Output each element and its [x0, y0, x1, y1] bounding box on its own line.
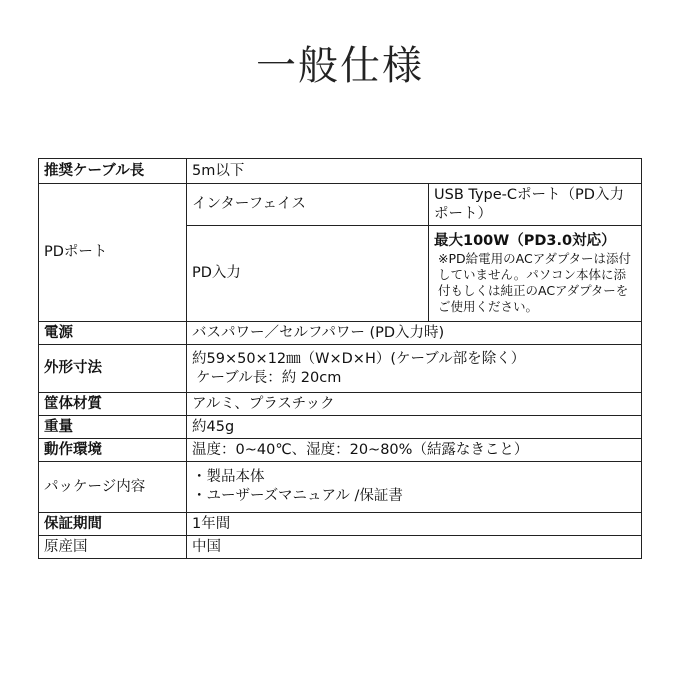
- table-row: [39, 184, 642, 226]
- row-label-cable-length: 推奨ケーブル長: [39, 159, 187, 184]
- row-label-pd-port: PDポート: [39, 184, 187, 322]
- pd-input-value: [429, 226, 642, 322]
- row-value-warranty: 1年間: [187, 513, 642, 536]
- table-row: [39, 416, 642, 439]
- pd-input-max: 最大100W（PD3.0対応）: [434, 233, 616, 249]
- page-title: 一般仕様: [256, 43, 424, 89]
- row-label-material: 筐体材質: [39, 393, 187, 416]
- row-label-power: 電源: [39, 322, 187, 345]
- row-value-environment: 温度：0~40℃、湿度：20~80%（結露なきこと）: [187, 439, 642, 462]
- row-value-cable-length: 5m以下: [187, 159, 642, 184]
- pd-interface-label: インターフェイス: [187, 184, 429, 226]
- table-row: [39, 345, 642, 393]
- dimensions-line: 約59×50×12㎜（W×D×H）(ケーブル部を除く）: [192, 350, 526, 367]
- row-label-weight: 重量: [39, 416, 187, 439]
- spec-table: [38, 158, 642, 559]
- table-row: [39, 159, 642, 184]
- row-value-dimensions: [187, 345, 642, 393]
- package-item: ・製品本体: [192, 469, 265, 485]
- row-label-package: パッケージ内容: [39, 462, 187, 513]
- pd-input-note: ※PD給電用のACアダプターは添付していません。パソコン本体に添付もしくは純正のACアダプターをご使用ください。: [438, 251, 631, 314]
- row-value-weight: 約45g: [187, 416, 642, 439]
- table-row: [39, 393, 642, 416]
- table-row: [39, 513, 642, 536]
- table-row: [39, 462, 642, 513]
- row-label-origin: 原産国: [39, 536, 187, 559]
- pd-interface-value: USB Type-Cポート（PD入力ポート）: [429, 184, 642, 226]
- row-value-package: [187, 462, 642, 513]
- table-row: [39, 536, 642, 559]
- pd-input-label: PD入力: [187, 226, 429, 322]
- cable-length-line: ケーブル長：約 20cm: [196, 369, 342, 386]
- row-value-power: バスパワー／セルフパワー (PD入力時): [187, 322, 642, 345]
- package-item: ・ユーザーズマニュアル /保証書: [192, 488, 403, 504]
- row-label-dimensions: 外形寸法: [39, 345, 187, 393]
- table-row: [39, 439, 642, 462]
- table-row: [39, 322, 642, 345]
- row-label-environment: 動作環境: [39, 439, 187, 462]
- row-label-warranty: 保証期間: [39, 513, 187, 536]
- row-value-origin: 中国: [187, 536, 642, 559]
- row-value-material: アルミ、プラスチック: [187, 393, 642, 416]
